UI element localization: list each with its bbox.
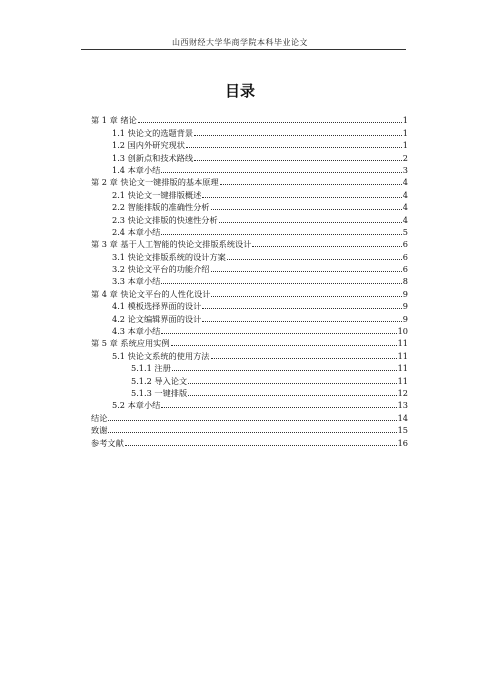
dot-leader bbox=[161, 406, 396, 408]
toc-entry-title: 2.2 智能排版的准确性分析 bbox=[112, 202, 210, 213]
dot-leader bbox=[108, 419, 396, 421]
toc-entry-title: 第 2 章 快论文一键排版的基本原理 bbox=[91, 177, 219, 188]
toc-entry-title: 4.1 模板选择界面的设计 bbox=[112, 301, 202, 312]
toc-entry[interactable] bbox=[91, 274, 408, 286]
toc-entry-title: 1.2 国内外研究现状 bbox=[112, 140, 185, 151]
toc-entry-page-number: 2 bbox=[402, 152, 408, 163]
toc-entry[interactable] bbox=[91, 175, 408, 187]
dot-leader bbox=[211, 208, 402, 210]
toc-entry-page-number: 11 bbox=[397, 338, 408, 349]
dot-leader bbox=[211, 295, 401, 297]
toc-entry-page-number: 14 bbox=[397, 412, 408, 423]
toc-entry-page-number: 11 bbox=[397, 363, 408, 374]
dot-leader bbox=[172, 369, 397, 371]
toc-entry-page-number: 8 bbox=[402, 276, 408, 287]
toc-entry-page-number: 12 bbox=[397, 387, 408, 398]
toc-entry[interactable] bbox=[91, 187, 408, 199]
toc-entry[interactable] bbox=[91, 150, 408, 162]
toc-entry[interactable] bbox=[91, 410, 408, 422]
toc-entry[interactable] bbox=[91, 163, 408, 175]
toc-entry[interactable] bbox=[91, 386, 408, 398]
toc-entry-title: 参考文献 bbox=[91, 437, 124, 448]
toc-entry-title: 致谢 bbox=[91, 425, 108, 436]
toc-entry-page-number: 16 bbox=[397, 437, 408, 448]
toc-entry-title: 2.4 本章小结 bbox=[112, 226, 161, 237]
toc-entry-title: 2.1 快论文一键排版概述 bbox=[112, 189, 202, 200]
toc-entry[interactable] bbox=[91, 262, 408, 274]
header-rule bbox=[81, 49, 406, 50]
toc-entry-page-number: 6 bbox=[402, 264, 408, 275]
table-of-contents bbox=[91, 113, 408, 448]
toc-entry[interactable] bbox=[91, 249, 408, 261]
dot-leader bbox=[252, 245, 401, 247]
toc-entry-title: 结论 bbox=[91, 412, 108, 423]
dot-leader bbox=[220, 183, 402, 185]
toc-entry-page-number: 1 bbox=[402, 127, 408, 138]
dot-leader bbox=[227, 258, 402, 260]
toc-entry[interactable] bbox=[91, 361, 408, 373]
dot-leader bbox=[194, 134, 402, 136]
toc-entry[interactable] bbox=[91, 373, 408, 385]
dot-leader bbox=[211, 357, 397, 359]
toc-entry-title: 3.3 本章小结 bbox=[112, 276, 161, 287]
toc-entry-title: 5.2 本章小结 bbox=[112, 400, 161, 411]
dot-leader bbox=[188, 382, 396, 384]
toc-entry[interactable] bbox=[91, 125, 408, 137]
toc-entry-page-number: 5 bbox=[402, 226, 408, 237]
toc-entry-page-number: 6 bbox=[402, 251, 408, 262]
toc-entry[interactable] bbox=[91, 311, 408, 323]
toc-entry[interactable] bbox=[91, 225, 408, 237]
toc-entry-title: 第 4 章 快论文平台的人性化设计 bbox=[91, 288, 211, 299]
toc-title: 目录 bbox=[224, 82, 255, 100]
toc-entry[interactable] bbox=[91, 435, 408, 447]
dot-leader bbox=[108, 431, 396, 433]
toc-entry-title: 4.3 本章小结 bbox=[112, 326, 161, 337]
dot-leader bbox=[202, 196, 401, 198]
toc-entry-title: 2.3 快论文排版的快速性分析 bbox=[112, 214, 218, 225]
toc-entry[interactable] bbox=[91, 237, 408, 249]
toc-entry-title: 3.1 快论文排版系统的设计方案 bbox=[112, 251, 226, 262]
toc-entry-page-number: 11 bbox=[397, 375, 408, 386]
toc-entry-page-number: 4 bbox=[402, 189, 408, 200]
toc-entry-page-number: 15 bbox=[397, 425, 408, 436]
toc-entry-page-number: 4 bbox=[402, 214, 408, 225]
toc-entry-page-number: 1 bbox=[402, 115, 408, 126]
toc-entry-page-number: 10 bbox=[397, 326, 408, 337]
dot-leader bbox=[186, 146, 402, 148]
toc-entry[interactable] bbox=[91, 324, 408, 336]
toc-entry[interactable] bbox=[91, 200, 408, 212]
dot-leader bbox=[125, 444, 397, 446]
toc-entry[interactable] bbox=[91, 212, 408, 224]
toc-entry[interactable] bbox=[91, 348, 408, 360]
toc-entry[interactable] bbox=[91, 423, 408, 435]
toc-entry-title: 第 3 章 基于人工智能的快论文排版系统设计 bbox=[91, 239, 252, 250]
dot-leader bbox=[171, 344, 397, 346]
toc-entry-page-number: 3 bbox=[402, 164, 408, 175]
dot-leader bbox=[202, 320, 401, 322]
toc-entry-title: 4.2 论文编辑界面的设计 bbox=[112, 313, 202, 324]
toc-entry-page-number: 6 bbox=[402, 239, 408, 250]
toc-entry-title: 1.1 快论文的选题背景 bbox=[112, 127, 194, 138]
toc-entry[interactable] bbox=[91, 286, 408, 298]
toc-entry-title: 1.4 本章小结 bbox=[112, 164, 161, 175]
toc-entry-title: 3.2 快论文平台的功能介绍 bbox=[112, 264, 210, 275]
dot-leader bbox=[161, 233, 401, 235]
running-header: 山西财经大学华商学院本科毕业论文 bbox=[172, 38, 308, 47]
toc-entry-title: 1.3 创新点和技术路线 bbox=[112, 152, 194, 163]
toc-entry[interactable] bbox=[91, 336, 408, 348]
dot-leader bbox=[161, 282, 401, 284]
toc-entry[interactable] bbox=[91, 299, 408, 311]
toc-entry-page-number: 13 bbox=[397, 400, 408, 411]
toc-entry[interactable] bbox=[91, 138, 408, 150]
dot-leader bbox=[211, 270, 402, 272]
toc-entry[interactable] bbox=[91, 398, 408, 410]
toc-entry-title: 5.1.2 导入论文 bbox=[131, 375, 188, 386]
toc-entry-page-number: 9 bbox=[402, 301, 408, 312]
dot-leader bbox=[202, 307, 401, 309]
dot-leader bbox=[194, 159, 402, 161]
toc-entry-title: 5.1 快论文系统的使用方法 bbox=[112, 350, 210, 361]
toc-entry-page-number: 11 bbox=[397, 350, 408, 361]
toc-entry-title: 5.1.3 一键排版 bbox=[131, 387, 188, 398]
toc-entry[interactable] bbox=[91, 113, 408, 125]
dot-leader bbox=[138, 121, 402, 123]
toc-entry-title: 第 5 章 系统应用实例 bbox=[91, 338, 170, 349]
toc-entry-page-number: 1 bbox=[402, 140, 408, 151]
toc-entry-page-number: 9 bbox=[402, 313, 408, 324]
toc-entry-page-number: 9 bbox=[402, 288, 408, 299]
dot-leader bbox=[188, 394, 396, 396]
toc-entry-page-number: 4 bbox=[402, 177, 408, 188]
dot-leader bbox=[161, 171, 401, 173]
dot-leader bbox=[219, 221, 402, 223]
toc-entry-title: 第 1 章 绪论 bbox=[91, 115, 137, 126]
dot-leader bbox=[161, 332, 396, 334]
toc-entry-title: 5.1.1 注册 bbox=[131, 363, 171, 374]
toc-entry-page-number: 4 bbox=[402, 202, 408, 213]
